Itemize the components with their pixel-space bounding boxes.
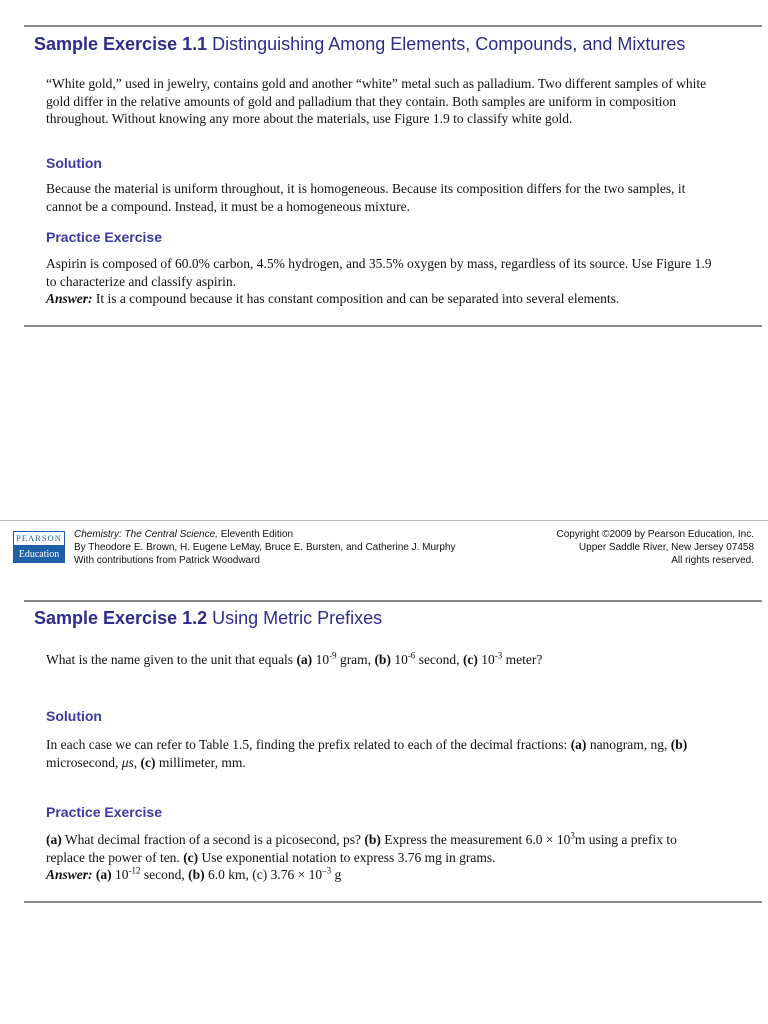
answer-line (46, 290, 716, 308)
answer-label: Answer: (46, 291, 93, 306)
copyright-block (557, 528, 755, 567)
book-title-line (74, 528, 456, 541)
exercise-label: Sample Exercise 1.2 (34, 608, 208, 628)
exercise-1-1-problem (46, 75, 716, 128)
solution-heading: Solution (46, 708, 102, 724)
exercise-1-2-question (46, 651, 716, 669)
solution-text: In each case we can refer to Table 1.5, finding the prefix related to each of the decimal fractions: (a) nanogram, ng, (b) microsecond, μs, (c) millimeter, mm. (46, 737, 688, 770)
top-rule (24, 25, 762, 27)
book-authors: By Theodore E. Brown, H. Eugene LeMay, Bruce E. Bursten, and Catherine J. Murphy (74, 542, 456, 553)
exercise-label: Sample Exercise 1.1 (34, 34, 208, 54)
problem-text: “White gold,” used in jewelry, contains gold and another “white” metal such as palladium. Two different samples of white gold differ in the relative amounts of gold and palladium that they contain. Both samples are uniform in composition throughout. Without knowing any more about the materials, use Figure 1.9 to classify white gold. (46, 76, 707, 126)
exercise-1-2-practice (46, 831, 716, 884)
book-title: Chemistry: The Central Science, (74, 529, 218, 540)
question-text: What is the name given to the unit that equals (a) $10^{-9}$ gram, (b) $10^{-6}$ second, (c) $10^{-3}$ meter? (46, 650, 543, 667)
solution-heading: Solution (46, 155, 102, 171)
exercise-1-2-solution (46, 736, 716, 771)
copyright-line-1: Copyright ©2009 by Pearson Education, Inc. (556, 529, 754, 540)
exercise-1-1-practice (46, 255, 716, 308)
exercise-1-1-bottom-rule (24, 325, 762, 327)
practice-text: (a) What decimal fraction of a second is a picosecond, ps? (b) Express the measurement $6.0 \times 10^3m$ using a prefix to replace the power of ten. (c) Use exponential notation to express 3.76 mg in grams. (46, 830, 677, 865)
exercise-topic: Using Metric Prefixes (212, 608, 383, 628)
exercise-1-1-title (34, 34, 685, 55)
answer-line: Answer: (a) $10^{-12}$ second, (b) 6.0 km, (c) $3.76 \times 10^{-3}$ g (46, 865, 342, 882)
book-edition: Eleventh Edition (217, 529, 294, 540)
book-credits (74, 528, 456, 567)
exercise-1-2-top-rule (24, 600, 762, 602)
exercise-1-1-solution (46, 180, 716, 215)
practice-text: Aspirin is composed of 60.0% carbon, 4.5% hydrogen, and 35.5% oxygen by mass, regardless of its source. Use Figure 1.9 to characterize and classify aspirin. (46, 256, 712, 289)
book-contributors: With contributions from Patrick Woodward (74, 555, 260, 566)
pearson-logo (13, 531, 65, 562)
logo-bottom-text: Education (13, 546, 65, 563)
solution-text: Because the material is uniform throughout, it is homogeneous. Because its composition differs for the two samples, it cannot be a compound. Instead, it must be a homogeneous mixture. (46, 181, 686, 214)
exercise-1-2-title (34, 608, 382, 629)
footer-top-rule (0, 520, 768, 521)
exercise-1-2-bottom-rule (24, 901, 762, 903)
practice-heading: Practice Exercise (46, 229, 162, 245)
answer-text: It is a compound because it has constant composition and can be separated into several elements. (92, 291, 620, 306)
logo-top-text: PEARSON (13, 531, 65, 546)
copyright-line-2: Upper Saddle River, New Jersey 07458 (578, 542, 754, 553)
exercise-topic: Distinguishing Among Elements, Compounds, and Mixtures (212, 34, 686, 54)
copyright-line-3: All rights reserved. (671, 555, 754, 566)
practice-heading: Practice Exercise (46, 804, 162, 820)
